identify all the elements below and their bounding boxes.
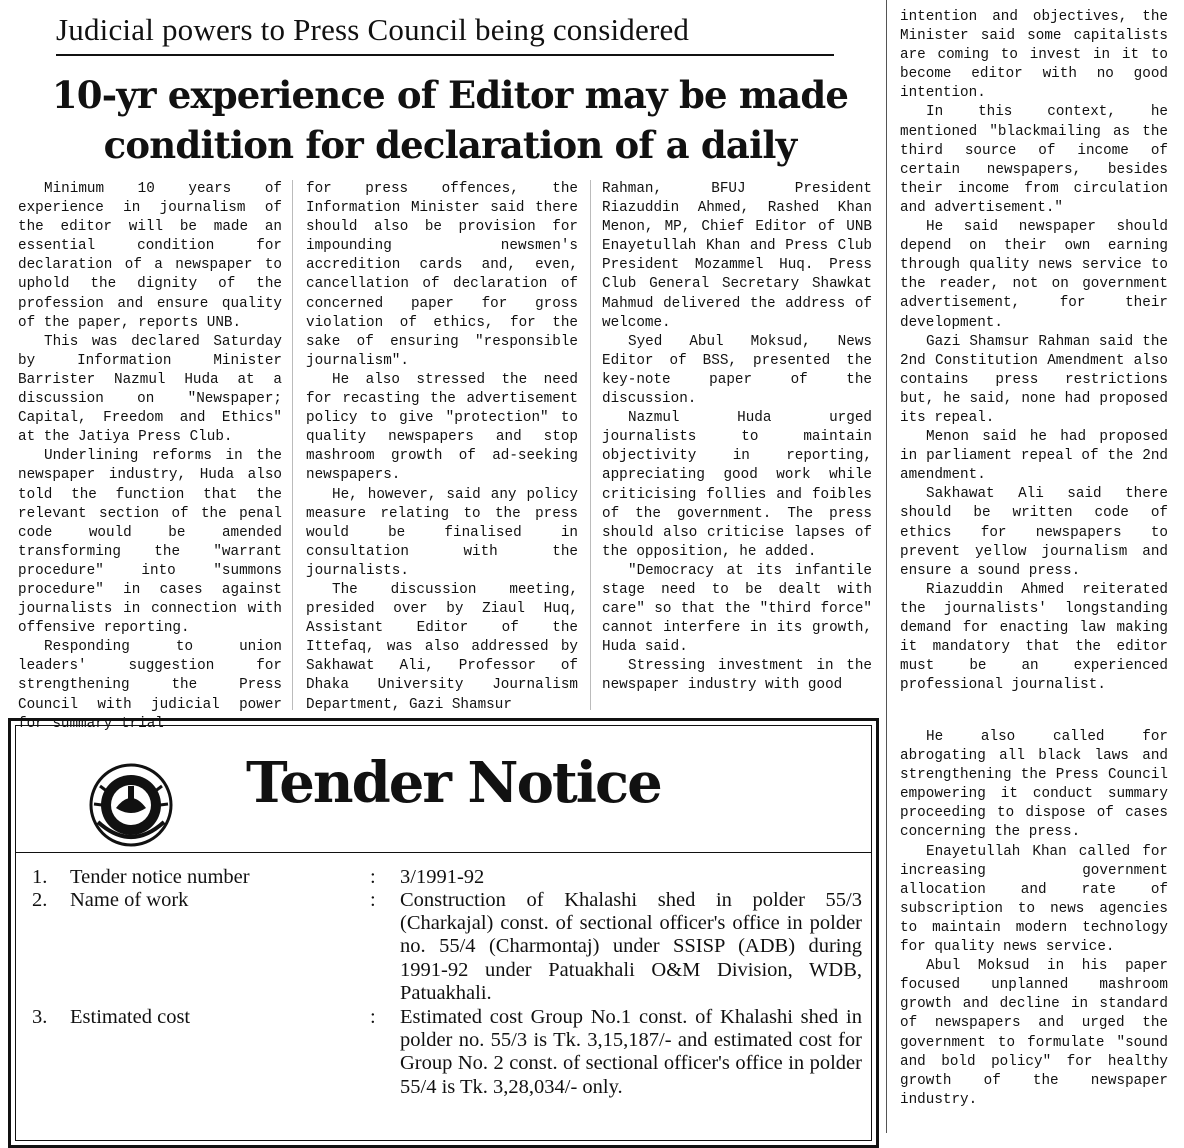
paragraph: Minimum 10 years of experience in journalism of the editor will be made an essential condition for declaration of a newspaper to uphold the dignity of the profession and ensure quality of the paper, reports UNB. <box>18 181 282 331</box>
row-colon: : <box>370 889 376 911</box>
paragraph: He, however, said any policy measure relating to the press would be finalised in consultation with the journalists. <box>306 486 578 579</box>
paragraph: "Democracy at its infantile stage need to be dealt with care" so that the "third force" cannot interfere in its growth, Huda said. <box>602 562 872 656</box>
paragraph: He said newspaper should depend on their own earning through quality news service to the reader, not on government advertisement, for their development. <box>900 219 1168 331</box>
row-value: Estimated cost Group No.1 const. of Khalashi shed in polder no. 55/3 is Tk. 3,15,187/- and estimated cost for Group No. 2 const. of sectional officer's office in polder 55/4 is Tk. 3,28,034/- only. <box>400 1006 862 1098</box>
article-column-3 <box>602 180 872 696</box>
article-column-4-bottom <box>900 728 1168 1110</box>
paragraph: Nazmul Huda urged journalists to maintain objectivity in reporting, appreciating good work while criticising follies and foibles of the government. The press should also criticise lapses of the opposition, he added. <box>602 410 872 560</box>
row-label: Name of work <box>70 889 189 911</box>
paragraph: Menon said he had proposed in parliament repeal of the 2nd amendment. <box>900 429 1168 484</box>
article-kicker: Judicial powers to Press Council being considered <box>56 12 690 47</box>
row-value: 3/1991-92 <box>400 866 485 888</box>
article-headline: 10-yr experience of Editor may be made condition for declaration of a daily <box>51 73 849 167</box>
paragraph: Abul Moksud in his paper focused unplanned mashroom growth and decline in standard of newspapers and urged the government to formulate "sound and bold policy" for healthy growth of the newspaper industry. <box>900 958 1168 1108</box>
tender-notice-box <box>8 718 879 1148</box>
paragraph: Enayetullah Khan called for increasing government allocation and rate of subscription to news agencies to maintain modern technology for quality news service. <box>900 843 1168 956</box>
government-emblem-icon <box>88 762 174 848</box>
column-divider <box>886 0 887 1133</box>
paragraph: Sakhawat Ali said there should be written code of ethics for newspapers to prevent yellow journalism and ensure a sound press. <box>900 486 1168 579</box>
row-colon: : <box>370 866 376 888</box>
article-column-2 <box>306 180 578 715</box>
paragraph: for press offences, the Information Minister said there should also be provision for impounding newsmen's accredition cards and, even, cancellation of declaration of concerned paper for gross violation of ethics, for the sake of ensuring "responsible journalism". <box>306 181 578 369</box>
row-number: 1. <box>32 866 48 888</box>
tender-notice-inner <box>15 725 872 1141</box>
row-number: 3. <box>32 1006 48 1028</box>
paragraph: Rahman, BFUJ President Riazuddin Ahmed, Rashed Khan Menon, MP, Chief Editor of UNB Enayetullah Khan and Press Club President Mozammel Huq. Press Club General Secretary Shawkat Mahmud delivered the address of welcome. <box>602 181 872 331</box>
kicker-underline <box>56 54 834 56</box>
paragraph: This was declared Saturday by Information Minister Barrister Nazmul Huda at a discussion on "Newspaper; Capital, Freedom and Ethics" at the Jatiya Press Club. <box>18 333 282 446</box>
paragraph: The discussion meeting, presided over by Ziaul Huq, Assistant Editor of the Ittefaq, was also addressed by Sakhawat Ali, Professor of Dhaka University Journalism Department, Gazi Shamsur <box>306 581 578 713</box>
paragraph: In this context, he mentioned "blackmailing as the third source of income of certain newspapers, besides their income from circulation and advertisement." <box>900 104 1168 216</box>
tender-divider <box>16 852 871 853</box>
article-column-1 <box>18 180 282 734</box>
paragraph: Syed Abul Moksud, News Editor of BSS, presented the key-note paper of the discussion. <box>602 333 872 408</box>
paragraph: Gazi Shamsur Rahman said the 2nd Constitution Amendment also contains press restrictions but, he said, none had proposed its repeal. <box>900 333 1168 426</box>
article-column-4-top <box>900 8 1168 695</box>
paragraph: intention and objectives, the Minister said some capitalists are coming to invest in it to become editor with no good intention. <box>900 9 1168 102</box>
paragraph: Riazuddin Ahmed reiterated the journalists' longstanding demand for enacting law making it mandatory that the editor must be an experienced professional journalist. <box>900 581 1168 694</box>
row-label: Estimated cost <box>70 1006 191 1028</box>
paragraph: Stressing investment in the newspaper industry with good <box>602 658 872 694</box>
tender-title: Tender Notice <box>246 750 661 816</box>
column-divider <box>292 180 293 710</box>
row-value: Construction of Khalashi shed in polder 55/3 (Charkajal) const. of sectional officer's office in polder no. 55/4 (Charmontaj) under SSISP (ADB) during 1991-92 under Patuakhali O&M Division, WDB, Patuakhali. <box>400 889 862 1004</box>
paragraph: He also called for abrogating all black laws and strengthening the Press Council empowering it conduct summary proceeding to dispose of cases concerning the press. <box>900 729 1168 841</box>
row-colon: : <box>370 1006 376 1028</box>
paragraph: Responding to union leaders' suggestion for strengthening the Press Council with judicial power for summary trial <box>18 639 282 732</box>
row-label: Tender notice number <box>70 866 250 888</box>
paragraph: Underlining reforms in the newspaper industry, Huda also told the function that the relevant section of the penal code would be amended transforming the "warrant procedure" into "summons procedure" in cases against journalists in connection with offensive reporting. <box>18 448 282 637</box>
paragraph: He also stressed the need for recasting the advertisement policy to give "protection" to quality newspapers and stop mashroom growth of ad-seeking newspapers. <box>306 371 578 484</box>
row-number: 2. <box>32 889 48 911</box>
column-divider <box>590 180 591 710</box>
